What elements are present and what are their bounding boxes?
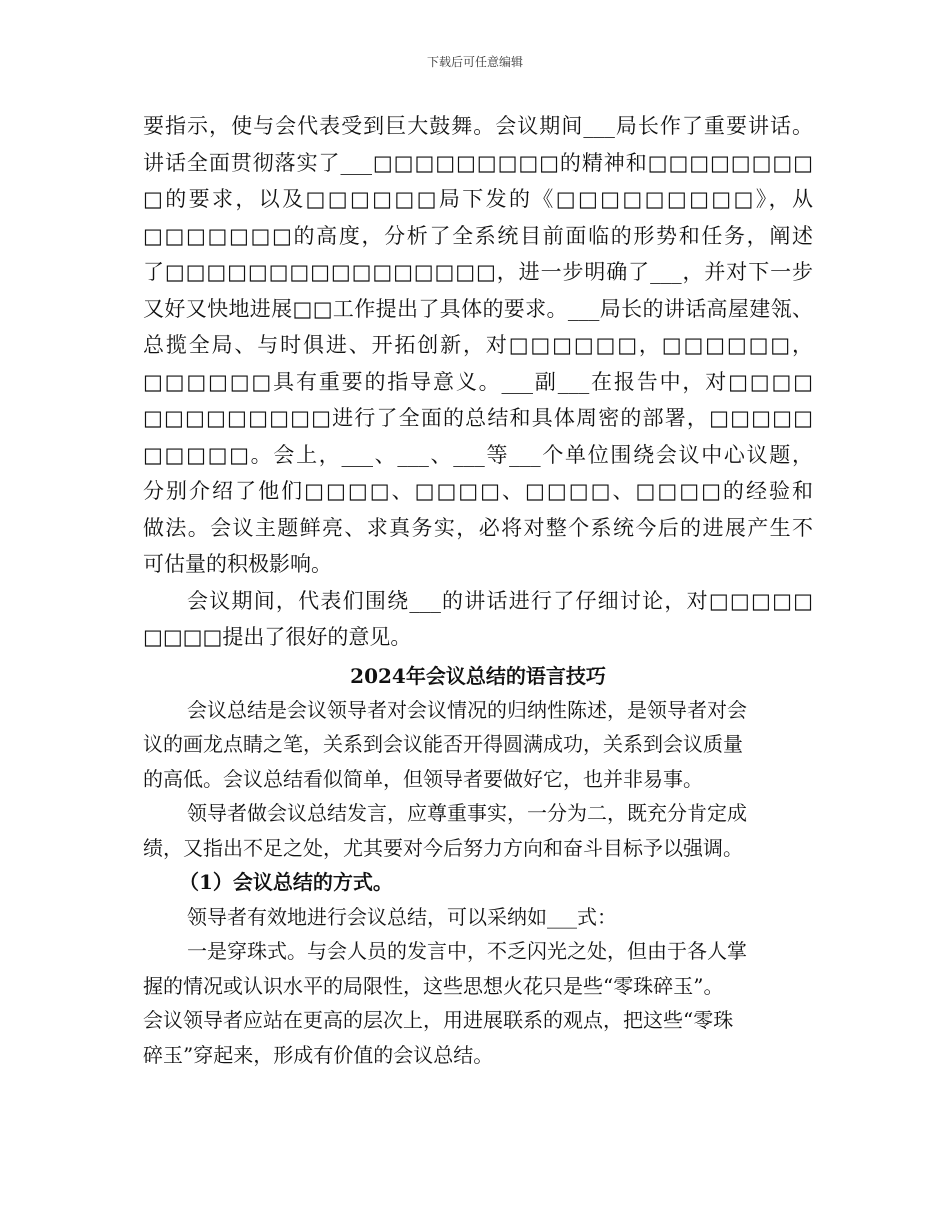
text-line: 总揽全局、与时俱进、开拓创新，对□□□□□□，□□□□□□， [143,333,813,357]
meeting-report-paragraphs [143,108,813,656]
paragraph-start-line: 领导者做会议总结发言，应尊重事实，一分为二，既充分肯定成 [187,801,747,825]
text-line: 议的画龙点睛之笔，关系到会议能否开得圆满成功，关系到会议质量 [143,732,743,756]
summary-technique-paragraphs [143,693,813,1073]
paragraph-start-line: 会议总结是会议领导者对会议情况的归纳性陈述，是领导者对会 [187,697,747,722]
text-line: □□□□提出了很好的意见。 [143,625,412,649]
text-line: 绩，又指出不足之处，尤其要对今后努力方向和奋斗目标予以强调。 [143,835,743,860]
text-line: 要指示，使与会代表受到巨大鼓舞。会议期间___局长作了重要讲话。 [143,114,813,138]
section-title: 2024年会议总结的语言技巧 [350,663,606,688]
text-line: 了□□□□□□□□□□□□□□□□，进一步明确了___，并对下一步 [143,260,813,284]
paragraph-start-line: 会议期间，代表们围绕___的讲话进行了仔细讨论，对□□□□□ [187,588,813,613]
text-line: 碎玉”穿起来，形成有价值的会议总结。 [143,1042,494,1067]
text-line: 讲话全面贯彻落实了___□□□□□□□□□的精神和□□□□□□□□ [143,150,813,175]
text-line: 握的情况或认识水平的局限性，这些思想火花只是些“零珠碎玉”。 [143,973,724,998]
paragraph-start-line: 一是穿珠式。与会人员的发言中，不乏闪光之处，但由于各人掌 [187,939,747,963]
subsection-heading: （1）会议总结的方式。 [179,870,393,894]
text-line: □的要求，以及□□□□□□局下发的《□□□□□□□□□》，从 [143,187,813,211]
text-line: 可估量的积极影响。 [143,552,332,576]
text-line: □□□□□□具有重要的指导意义。___副___在报告中，对□□□□ [143,369,813,394]
text-line: 会议领导者应站在更高的层次上，用进展联系的观点，把这些“零珠 [143,1008,734,1032]
text-line: □□□□□□□的高度，分析了全系统目前面临的形势和任务，阐述 [143,223,813,248]
text-line: 分别介绍了他们□□□□、□□□□、□□□□、□□□□的经验和 [143,479,813,503]
text-line: 做法。会议主题鲜亮、求真务实，必将对整个系统今后的进展产生不 [143,515,813,540]
text-line: □□□□□□□□□进行了全面的总结和具体周密的部署，□□□□□ [143,406,813,430]
page-header: 下载后可任意编辑 [426,55,523,69]
text-line: □□□□□。会上，___、___、___等___个单位围绕会议中心议题， [143,442,813,467]
text-line: 的高低。会议总结看似简单，但领导者要做好它，也并非易事。 [143,766,703,791]
document-body [143,108,813,1072]
paragraph-start-line: 领导者有效地进行会议总结，可以采纳如___式： [187,904,617,929]
text-line: 又好又快地进展□□工作提出了具体的要求。___局长的讲话高屋建瓴、 [143,296,813,321]
